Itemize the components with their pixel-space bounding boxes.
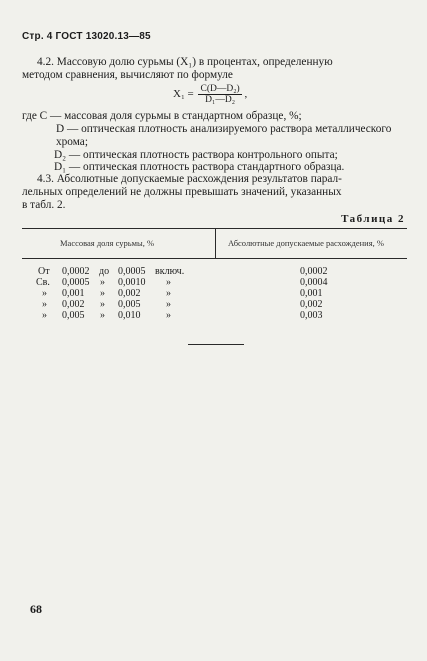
row-suffix: » (166, 288, 171, 299)
row-value: 0,003 (300, 310, 323, 321)
row-suffix: » (166, 310, 171, 321)
paragraph-4-2-line-2: методом сравнения, вычисляют по формуле (22, 69, 233, 81)
row-value: 0,001 (300, 288, 323, 299)
row-to: 0,0010 (118, 277, 146, 288)
row-sep: » (100, 277, 105, 288)
row-to: 0,010 (118, 310, 141, 321)
page-number: 68 (30, 602, 42, 616)
formula-denominator: D₁—D₂ (205, 95, 236, 105)
row-from: 0,0005 (62, 277, 90, 288)
row-suffix: » (166, 299, 171, 310)
paragraph-4-2-line-1: 4.2. Массовую долю сурьмы (X₁) в процентах, определенную (37, 56, 333, 68)
paragraph-4-3-line-1: 4.3. Абсолютные допускаемые расхождения результатов парал- (37, 173, 342, 185)
row-to: 0,002 (118, 288, 141, 299)
row-value: 0,0002 (300, 266, 328, 277)
row-sep: » (100, 288, 105, 299)
table-header-mass-fraction: Массовая доля сурьмы, % (60, 238, 155, 248)
definition-d2: D₂ — оптическая плотность раствора контрольного опыта; (54, 149, 338, 161)
table-column-divider (215, 228, 216, 258)
section-end-rule (188, 344, 244, 345)
row-to: 0,0005 (118, 266, 146, 277)
row-value: 0,0004 (300, 277, 328, 288)
paragraph-4-3-line-2: лельных определений не должны превышать значений, указанных (22, 186, 342, 198)
table-header-tolerance: Абсолютные допускаемые расхождения, % (228, 238, 384, 248)
formula-lhs: X₁ = (173, 88, 194, 101)
definition-c: где C — массовая доля сурьмы в стандартном образце, %; (22, 110, 302, 122)
paragraph-4-3-line-3: в табл. 2. (22, 199, 66, 211)
definition-d1: D₁ — оптическая плотность раствора стандартного образца. (54, 161, 345, 173)
formula-trail: , (244, 88, 248, 101)
row-suffix: » (166, 277, 171, 288)
formula-numerator: C(D—D₂) (200, 84, 240, 94)
row-prefix: От (38, 266, 50, 277)
formula-fraction (198, 84, 241, 105)
row-prefix: Св. (36, 277, 50, 288)
page-header: Стр. 4 ГОСТ 13020.13—85 (22, 31, 151, 42)
definition-d: D — оптическая плотность анализируемого раствора металлического хрома; (56, 123, 392, 148)
table-header-rule (22, 258, 407, 259)
row-sep: до (99, 266, 110, 277)
row-value: 0,002 (300, 299, 323, 310)
row-prefix: » (42, 288, 47, 299)
row-from: 0,0002 (62, 266, 90, 277)
row-sep: » (100, 310, 105, 321)
formula (173, 84, 247, 105)
row-suffix: включ. (155, 266, 185, 277)
row-from: 0,005 (62, 310, 85, 321)
table-caption: Таблица 2 (341, 213, 405, 225)
row-to: 0,005 (118, 299, 141, 310)
row-prefix: » (42, 310, 47, 321)
row-from: 0,001 (62, 288, 85, 299)
row-prefix: » (42, 299, 47, 310)
row-sep: » (100, 299, 105, 310)
row-from: 0,002 (62, 299, 85, 310)
